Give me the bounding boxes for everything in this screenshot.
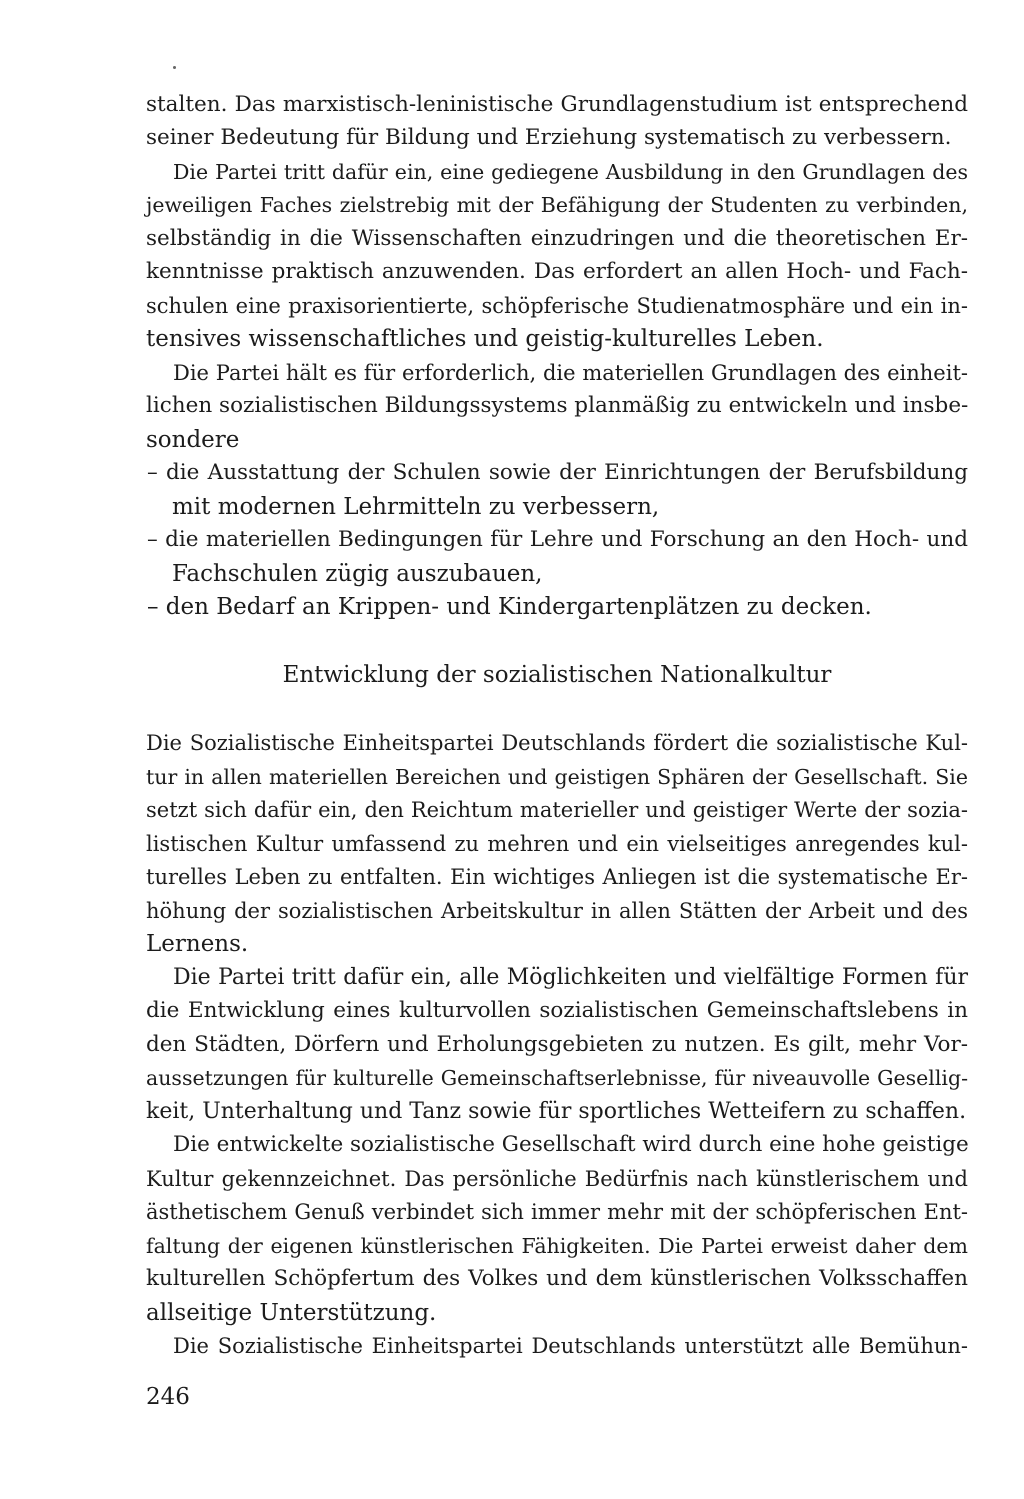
text-line: tur in allen materiellen Bereichen und geistigen Sphären der Gesellschaft. Sie [146, 765, 968, 789]
text-line: Die Sozialistische Einheitspartei Deutschlands unterstützt alle Bemühun- [173, 1334, 968, 1358]
text-line: Fachschulen zügig auszubauen, [172, 561, 543, 587]
text-line: Die Sozialistische Einheitspartei Deutschlands fördert die sozialistische Kul- [146, 731, 968, 755]
text-line: Kultur gekennzeichnet. Das persönliche Bedürfnis nach künstlerischem und [146, 1167, 968, 1191]
text-line: den Städten, Dörfern und Erholungsgebieten zu nutzen. Es gilt, mehr Vor- [146, 1032, 968, 1057]
text-line: Die entwickelte sozialistische Gesellschaft wird durch eine hohe geistige [173, 1132, 969, 1157]
text-line: setzt sich dafür ein, den Reichtum materieller und geistiger Werte der sozia- [146, 798, 968, 822]
text-line: faltung der eigenen künstlerischen Fähigkeiten. Die Partei erweist daher dem [146, 1234, 968, 1258]
list-item: – die materiellen Bedingungen für Lehre und Forschung an den Hoch- und [147, 527, 968, 552]
list-item: – den Bedarf an Krippen- und Kindergartenplätzen zu decken. [147, 594, 872, 620]
text-line: Die Partei hält es für erforderlich, die materiellen Grundlagen des einheit- [173, 361, 968, 385]
text-line: Lernens. [146, 931, 249, 957]
text-line: die Entwicklung eines kulturvollen sozialistischen Gemeinschaftslebens in [146, 998, 968, 1023]
text-line: schulen eine praxisorientierte, schöpferische Studienatmosphäre und ein in- [146, 294, 968, 318]
text-line: allseitige Unterstützung. [146, 1300, 437, 1326]
text-line: kulturellen Schöpfertum des Volkes und dem künstlerischen Volksschaffen [146, 1266, 968, 1291]
text-line: jeweiligen Faches zielstrebig mit der Befähigung der Studenten zu verbinden, [146, 193, 968, 217]
text-line: listischen Kultur umfassend zu mehren und ein vielseitiges anregendes kul- [146, 832, 968, 856]
text-line: keit, Unterhaltung und Tanz sowie für sportliches Wetteifern zu schaffen. [146, 1099, 967, 1124]
text-line: mit modernen Lehrmitteln zu verbessern, [172, 494, 660, 520]
text-line: höhung der sozialistischen Arbeitskultur in allen Stätten der Arbeit und des [146, 899, 968, 923]
text-line: aussetzungen für kulturelle Gemeinschaftserlebnisse, für niveauvolle Gesellig- [146, 1066, 968, 1090]
text-line: kenntnisse praktisch anzuwenden. Das erfordert an allen Hoch- und Fach- [146, 259, 968, 284]
list-item: – die Ausstattung der Schulen sowie der Einrichtungen der Berufsbildung [147, 460, 968, 485]
text-line: Die Partei tritt dafür ein, eine gediegene Ausbildung in den Grundlagen des [173, 160, 968, 184]
text-line: sondere [146, 427, 240, 453]
text-line: Die Partei tritt dafür ein, alle Möglichkeiten und vielfältige Formen für [173, 965, 968, 990]
text-line: tensives wissenschaftliches und geistig-kulturelles Leben. [146, 326, 824, 352]
text-line: ästhetischem Genuß verbindet sich immer mehr mit der schöpferischen Ent- [146, 1200, 968, 1224]
text-line: lichen sozialistischen Bildungssystems planmäßig zu entwickeln und insbe- [146, 393, 969, 418]
print-speck [173, 66, 176, 69]
section-heading: Entwicklung der sozialistischen Nationalkultur [282, 662, 832, 688]
text-line: turelles Leben zu entfalten. Ein wichtiges Anliegen ist die systematische Er- [146, 865, 968, 889]
page-number: 246 [146, 1384, 190, 1410]
text-line: seiner Bedeutung für Bildung und Erziehung systematisch zu verbessern. [146, 125, 952, 150]
text-line: selbständig in die Wissenschaften einzudringen und die theoretischen Er- [146, 226, 968, 251]
text-line: stalten. Das marxistisch-leninistische Grundlagenstudium ist entsprechend [146, 92, 968, 117]
